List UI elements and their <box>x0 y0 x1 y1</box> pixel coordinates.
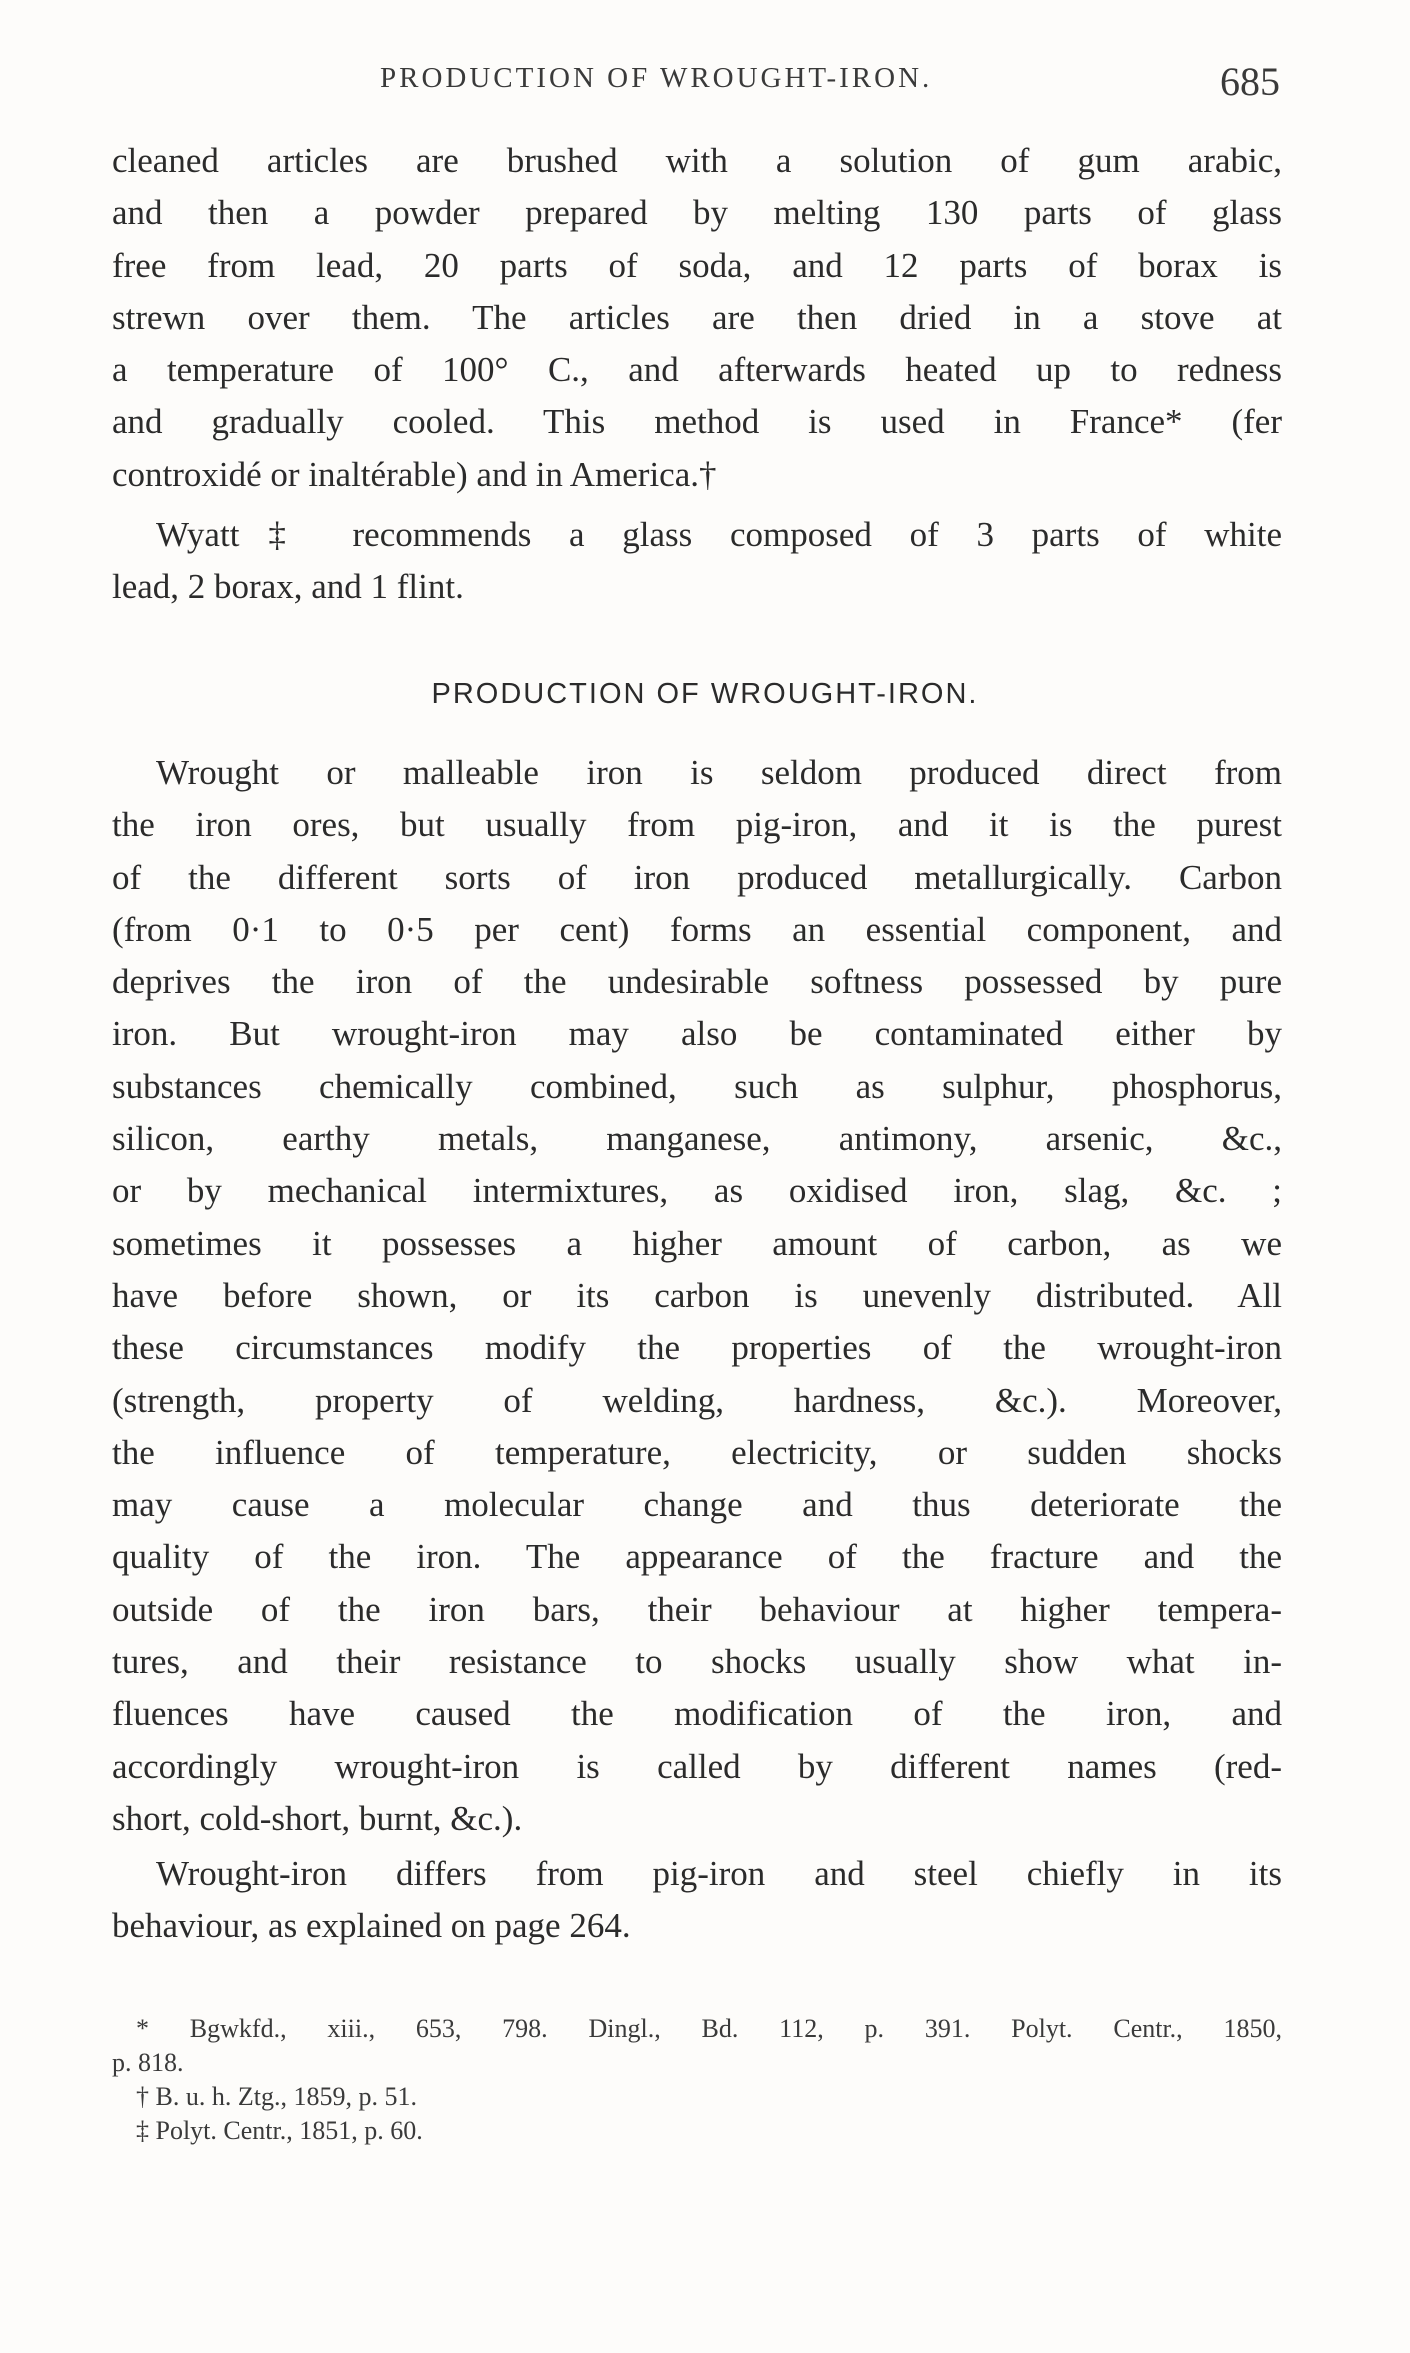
section-heading: PRODUCTION OF WROUGHT-IRON. <box>431 678 979 710</box>
text-line: Wrought-iron differs from pig-iron and steel chiefly in its <box>156 1854 1282 1893</box>
text-line: and then a powder prepared by melting 130 parts of glass <box>112 193 1282 233</box>
text-line: behaviour, as explained on page 264. <box>112 1906 631 1946</box>
text-line: (from 0·1 to 0·5 per cent) forms an essential component, and <box>112 909 1282 949</box>
text-line: or by mechanical intermixtures, as oxidised iron, slag, &c. ; <box>112 1171 1282 1211</box>
text-line: fluences have caused the modification of the iron, and <box>112 1694 1282 1734</box>
text-line: strewn over them. The articles are then dried in a stove at <box>112 297 1282 337</box>
text-line: and gradually cooled. This method is used in France* (fer <box>112 402 1282 442</box>
text-line: free from lead, 20 parts of soda, and 12 parts of borax is <box>112 245 1282 285</box>
text-line: quality of the iron. The appearance of the fracture and the <box>112 1537 1282 1577</box>
text-line: Wrought or malleable iron is seldom produced direct from <box>156 753 1282 792</box>
text-line: substances chemically combined, such as sulphur, phosphorus, <box>112 1066 1282 1106</box>
footnote-continuation: p. 818. <box>112 2048 184 2077</box>
text-line: sometimes it possesses a higher amount of carbon, as we <box>112 1223 1282 1263</box>
footnote: † B. u. h. Ztg., 1859, p. 51. <box>136 2082 417 2111</box>
text-line: Wyatt‡ recommends a glass composed of 3 parts of white <box>156 515 1282 554</box>
running-title: PRODUCTION OF WROUGHT-IRON. <box>380 62 933 94</box>
footnote: * Bgwkfd., xiii., 653, 798. Dingl., Bd. 112, p. 391. Polyt. Centr., 1850, <box>136 2014 1282 2043</box>
text-line: cleaned articles are brushed with a solution of gum arabic, <box>112 141 1282 180</box>
text-line: tures, and their resistance to shocks usually show what in- <box>112 1642 1282 1682</box>
footnote: ‡ Polyt. Centr., 1851, p. 60. <box>136 2116 423 2145</box>
text-line: may cause a molecular change and thus deteriorate the <box>112 1485 1282 1525</box>
text-line: lead, 2 borax, and 1 flint. <box>112 567 464 607</box>
wyatt-paragraph <box>112 509 1282 614</box>
text-line: these circumstances modify the properties of the wrought-iron <box>112 1328 1282 1368</box>
text-line: short, cold-short, burnt, &c.). <box>112 1798 523 1838</box>
text-line: of the different sorts of iron produced metallurgically. Carbon <box>112 857 1282 897</box>
text-line: silicon, earthy metals, manganese, antimony, arsenic, &c., <box>112 1119 1282 1159</box>
top-paragraph <box>112 135 1282 501</box>
text-line: the influence of temperature, electricity, or sudden shocks <box>112 1432 1282 1472</box>
text-line: iron. But wrought-iron may also be contaminated either by <box>112 1014 1282 1054</box>
text-line: deprives the iron of the undesirable softness possessed by pure <box>112 962 1282 1002</box>
text-line: (strength, property of welding, hardness, &c.). Moreover, <box>112 1380 1282 1420</box>
main-paragraph <box>112 747 1282 1845</box>
footnotes <box>112 2012 1282 2148</box>
text-line: a temperature of 100° C., and afterwards heated up to redness <box>112 350 1282 390</box>
text-line: accordingly wrought-iron is called by different names (red- <box>112 1746 1282 1786</box>
page-number: 685 <box>1220 59 1280 104</box>
text-line: the iron ores, but usually from pig-iron, and it is the purest <box>112 805 1282 845</box>
text-line: outside of the iron bars, their behaviour at higher tempera- <box>112 1589 1282 1629</box>
final-paragraph <box>112 1848 1282 1953</box>
text-line: have before shown, or its carbon is unevenly distributed. All <box>112 1275 1282 1315</box>
running-head <box>110 58 1280 118</box>
text-line: controxidé or inaltérable) and in America.† <box>112 454 717 494</box>
